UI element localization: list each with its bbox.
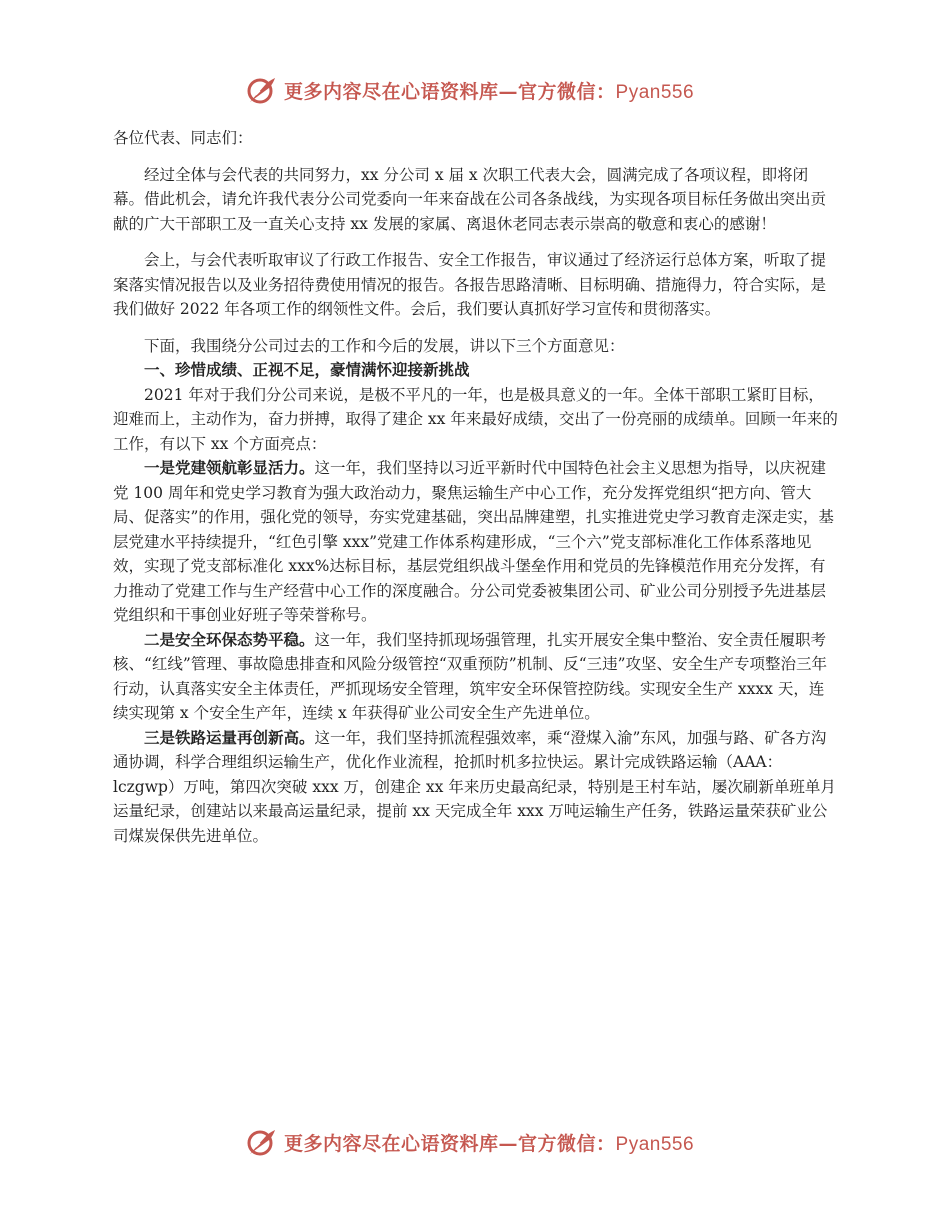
quill-pen-icon xyxy=(246,75,276,105)
highlight-item-1-body: 这一年，我们坚持以习近平新时代中国特色社会主义思想为指导，以庆祝建党 100 周年和党史学习教育为强大政治动力，聚焦运输生产中心工作，充分发挥党组织“把方向、管大局、促落实”的作用，强化党的领导，夯实党建基础，突出品牌建塑，扎实推进党史学习教育走深走实，基层党建水平持续提升，“红色引擎 xxx”党建工作体系构建形成，“三个六”党支部标准化工作体系落地见效，实现了党支部标准化 xxx%达标目标，基层党组织战斗堡垒作用和党员的先锋模范作用充分发挥，有力推动了党建工作与生产经营中心工作的深度融合。分公司党委被集团公司、矿业公司分别授予先进基层党组织和干事创业好班子等荣誉称号。 xyxy=(113,459,834,624)
highlight-item-2-lead: 二是安全环保态势平稳。 xyxy=(144,630,315,649)
paragraph-intro: 下面，我围绕分公司过去的工作和今后的发展，讲以下三个方面意见： xyxy=(144,336,625,355)
highlight-item-3-body: 这一年，我们坚持抓流程强效率，乘“澄煤入渝”东风，加强与路、矿各方沟通协调，科学合理组织运输生产，优化作业流程，抢抓时机多拉快运。累计完成铁路运输（AAA：lczgwp）万吨，第四次突破 xxx 万，创建企 xx 年来历史最高纪录，特别是王村车站，屡次刷新单班单月运量纪录，创建站以来最高运量纪录，提前 xx 天完成全年 xxx 万吨运输生产任务，铁路运量荣获矿业公司煤炭保供先进单位。 xyxy=(113,728,836,845)
watermark-text xyxy=(284,77,694,104)
highlight-item-1-lead: 一是党建领航彰显活力。 xyxy=(144,459,315,477)
section-heading-1: 一、珍惜成绩、正视不足，豪情满怀迎接新挑战 xyxy=(144,361,470,379)
document-body xyxy=(113,126,838,848)
highlight-item-2-body: 这一年，我们坚持抓现场强管理，扎实开展安全集中整治、安全责任履职考核、“红线”管理、事故隐患排查和风险分级管控“双重预防”机制、反“三违”攻坚、安全生产专项整治三年行动，认真落实安全主体责任，严抓现场安全管理，筑牢安全环保管控防线。实现安全生产 xxxx 天，连续实现第 x 个安全生产年，连续 x 年获得矿业公司安全生产先进单位。 xyxy=(113,630,828,722)
watermark-text-latin: Pyan556 xyxy=(615,81,695,103)
highlight-item-1 xyxy=(113,456,838,628)
watermark-text-latin: Pyan556 xyxy=(615,1133,695,1155)
watermark-banner-bottom xyxy=(246,1125,716,1159)
watermark-text-cn: 更多内容尽在心语资料库—官方微信： xyxy=(284,1132,616,1155)
highlight-item-3-lead: 三是铁路运量再创新高。 xyxy=(144,728,315,747)
paragraph-opening: 经过全体与会代表的共同努力，xx 分公司 x 届 x 次职工代表大会，圆满完成了各项议程，即将闭幕。借此机会，请允许我代表分公司党委向一年来奋战在公司各条战线，为实现各项目标任务做出突出贡献的广大干部职工及一直关心支持 xx 发展的家属、离退休老同志表示崇高的敬意和衷心的感谢！ xyxy=(113,165,827,233)
paragraph-meeting-summary: 会上，与会代表听取审议了行政工作报告、安全工作报告，审议通过了经济运行总体方案，听取了提案落实情况报告以及业务招待费使用情况的报告。各报告思路清晰、目标明确、措施得力，符合实际，是我们做好 2022 年各项工作的纲领性文件。会后，我们要认真抓好学习宣传和贯彻落实。 xyxy=(113,251,827,318)
greeting: 各位代表、同志们： xyxy=(113,129,253,147)
highlight-item-3 xyxy=(113,726,838,849)
watermark-text-cn: 更多内容尽在心语资料库—官方微信： xyxy=(284,80,616,103)
watermark-banner-top xyxy=(246,73,716,107)
watermark-text xyxy=(284,1129,694,1156)
highlight-item-2 xyxy=(113,628,838,726)
paragraph-review: 2021 年对于我们分公司来说，是极不平凡的一年，也是极具意义的一年。全体干部职工紧盯目标，迎难而上，主动作为，奋力拼搏，取得了建企 xx 年来最好成绩，交出了一份亮丽的成绩单。回顾一年来的工作，有以下 xx 个方面亮点： xyxy=(113,385,838,453)
quill-pen-icon xyxy=(246,1127,276,1157)
